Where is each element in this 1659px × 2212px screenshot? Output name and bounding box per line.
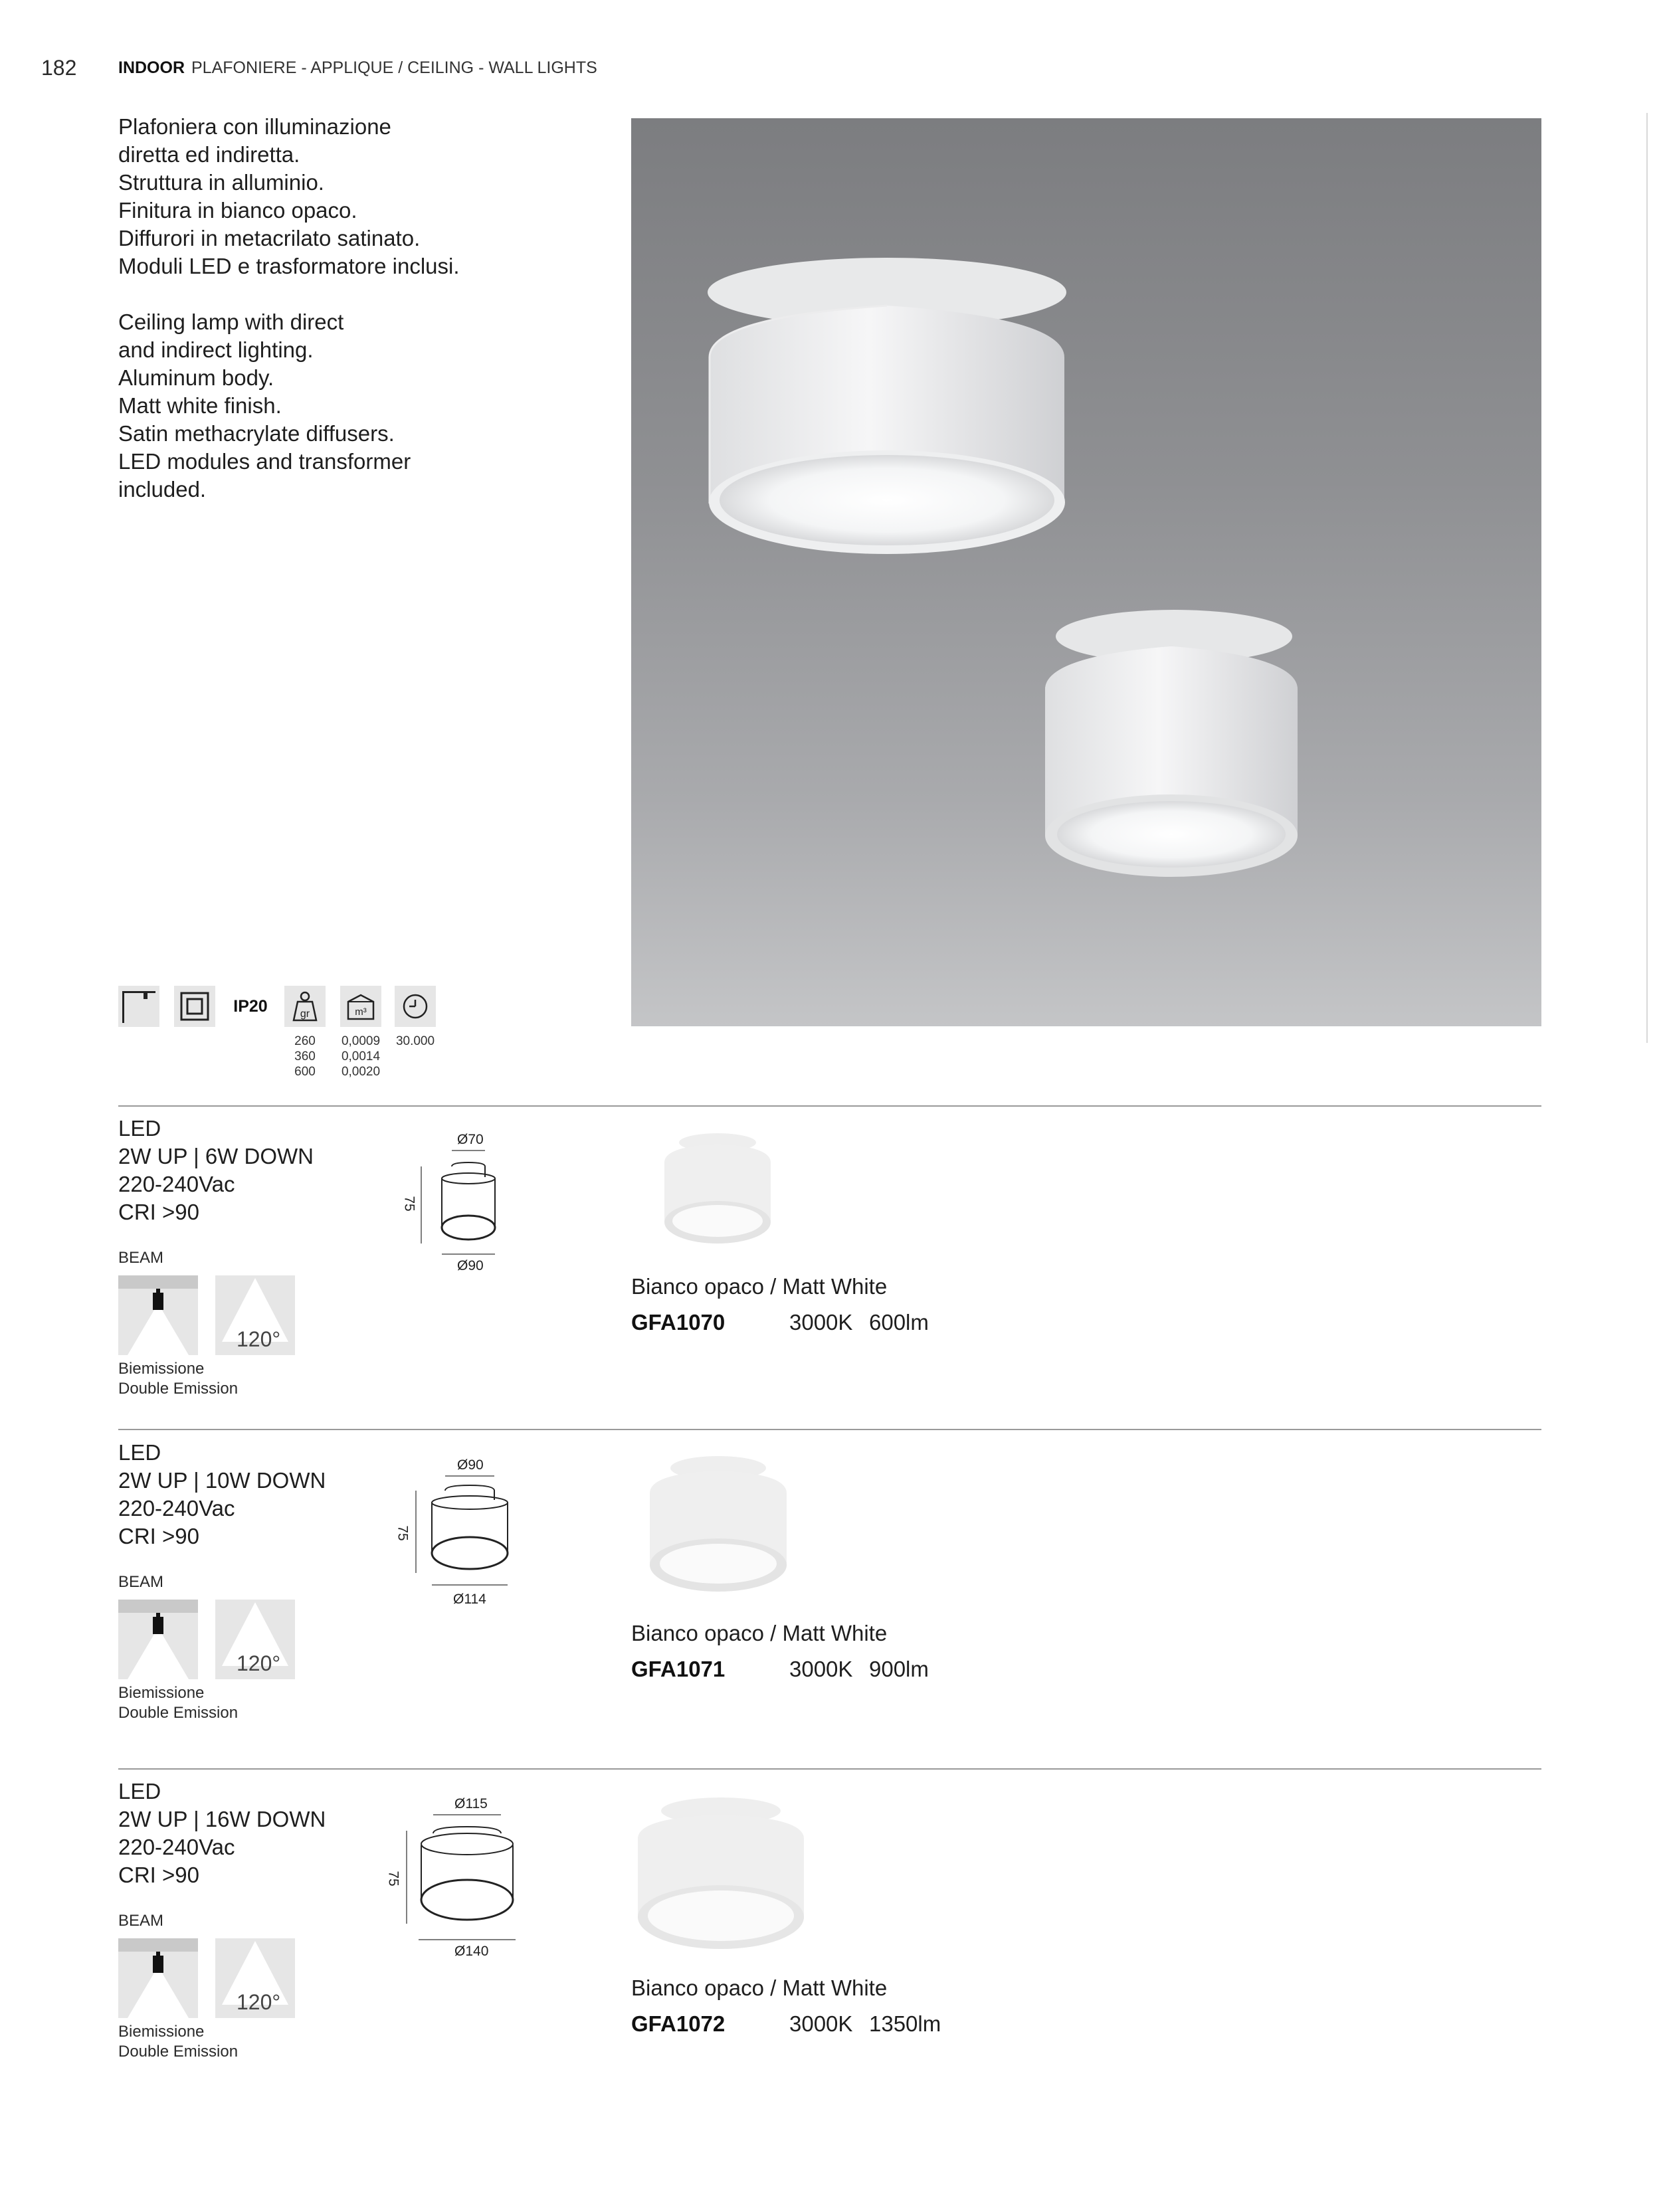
emission-en: Double Emission	[118, 1704, 239, 1722]
dim-height: 75	[395, 1525, 411, 1541]
spec-power: 2W UP | 10W DOWN	[118, 1468, 326, 1493]
desc-line: Aluminum body.	[118, 365, 274, 390]
section-title: INDOOR	[118, 58, 185, 77]
spec-type: LED	[118, 1440, 161, 1465]
dim-bottom: Ø140	[454, 1944, 489, 1959]
color-temperature: 3000K	[789, 1310, 853, 1335]
spec-power: 2W UP | 16W DOWN	[118, 1807, 326, 1831]
emission-it: Biemissione	[118, 2023, 205, 2041]
spec-cri: CRI >90	[118, 1524, 199, 1548]
volume-value: 0,0009	[341, 1034, 381, 1048]
color-temperature: 3000K	[789, 1657, 853, 1681]
beam-angle: 120°	[237, 1990, 281, 2014]
page-header	[118, 58, 597, 78]
finish-label: Bianco opaco / Matt White	[631, 1274, 888, 1299]
section-separator	[118, 1429, 1541, 1430]
beam-label: BEAM	[118, 1573, 164, 1591]
volume-value: 0,0020	[341, 1065, 381, 1079]
lifetime-hours: 30.000	[395, 1034, 435, 1048]
product-code: GFA1071	[631, 1657, 726, 1681]
ceiling-lamps-illustration	[631, 118, 1541, 1026]
dim-height: 75	[401, 1196, 417, 1212]
dim-top: Ø70	[457, 1132, 484, 1147]
spec-voltage: 220-240Vac	[118, 1172, 235, 1196]
dim-top: Ø115	[454, 1796, 488, 1811]
beam-angle-icon	[215, 1600, 295, 1679]
desc-line: included.	[118, 477, 207, 502]
spec-type: LED	[118, 1779, 161, 1803]
emission-label	[118, 2022, 238, 2062]
description-italian	[118, 113, 460, 280]
dim-bottom: Ø90	[457, 1258, 484, 1273]
section-separator	[118, 1105, 1541, 1107]
dim-height: 75	[385, 1871, 401, 1887]
emission-label	[118, 1683, 238, 1723]
desc-line: Matt white finish.	[118, 393, 282, 418]
beam-angle-icon	[215, 1938, 295, 2018]
desc-line: Plafoniera con illuminazione	[118, 114, 391, 139]
volume-values	[336, 1034, 385, 1079]
product-code: GFA1070	[631, 1310, 726, 1335]
spec-cri: CRI >90	[118, 1863, 199, 1887]
lifetime-value	[391, 1034, 440, 1049]
spec-type: LED	[118, 1116, 161, 1141]
dim-top: Ø90	[457, 1457, 484, 1473]
technical-drawing	[404, 1812, 530, 1945]
technical-drawing	[413, 1473, 526, 1593]
spec-voltage: 220-240Vac	[118, 1835, 235, 1859]
page-number: 182	[41, 56, 77, 80]
product-hero-photo	[631, 118, 1541, 1026]
volume-value: 0,0014	[341, 1050, 381, 1063]
weight-value: 360	[294, 1050, 316, 1063]
description-english	[118, 308, 411, 504]
desc-line: Struttura in alluminio.	[118, 170, 324, 195]
ceiling-mount-icon	[118, 986, 159, 1027]
lumen-output: 900lm	[869, 1657, 929, 1681]
product-specs	[118, 1439, 326, 1550]
finish-label: Bianco opaco / Matt White	[631, 1976, 888, 2000]
double-emission-icon	[118, 1938, 198, 2018]
category-title: PLAFONIERE - APPLIQUE / CEILING - WALL LIGHTS	[191, 58, 597, 77]
color-temperature: 3000K	[789, 2011, 853, 2036]
weight-value: 600	[294, 1065, 316, 1079]
section-separator	[118, 1768, 1541, 1770]
spec-power: 2W UP | 6W DOWN	[118, 1144, 314, 1168]
product-specs	[118, 1115, 314, 1226]
product-thumbnail	[642, 1447, 795, 1606]
technical-drawing	[419, 1148, 518, 1261]
lumen-output: 600lm	[869, 1310, 929, 1335]
svg-text:gr: gr	[300, 1008, 310, 1020]
ip-rating: IP20	[233, 997, 268, 1016]
weight-value: 260	[294, 1034, 316, 1048]
spec-cri: CRI >90	[118, 1200, 199, 1224]
beam-angle: 120°	[237, 1651, 281, 1675]
product-thumbnail	[658, 1123, 777, 1255]
desc-line: Moduli LED e trasformatore inclusi.	[118, 254, 460, 278]
beam-angle: 120°	[237, 1327, 281, 1351]
clock-icon	[395, 986, 436, 1027]
desc-line: and indirect lighting.	[118, 337, 314, 362]
spec-voltage: 220-240Vac	[118, 1496, 235, 1521]
weight-gr-icon	[284, 986, 326, 1027]
desc-line: LED modules and transformer	[118, 449, 411, 474]
product-code: GFA1072	[631, 2011, 726, 2036]
desc-line: Ceiling lamp with direct	[118, 310, 344, 334]
desc-line: Satin methacrylate diffusers.	[118, 421, 395, 446]
emission-label	[118, 1359, 238, 1399]
emission-en: Double Emission	[118, 2043, 239, 2061]
emission-it: Biemissione	[118, 1360, 205, 1378]
lumen-output: 1350lm	[869, 2011, 941, 2036]
desc-line: Diffurori in metacrilato satinato.	[118, 226, 421, 250]
product-specs	[118, 1778, 326, 1889]
dim-bottom: Ø114	[453, 1592, 486, 1607]
page-edge-line	[1646, 113, 1648, 1043]
weight-values	[284, 1034, 326, 1079]
finish-label: Bianco opaco / Matt White	[631, 1621, 888, 1645]
svg-text:m³: m³	[355, 1006, 367, 1018]
beam-label: BEAM	[118, 1249, 164, 1267]
product-thumbnail	[631, 1791, 811, 1964]
double-emission-icon	[118, 1600, 198, 1679]
beam-label: BEAM	[118, 1912, 164, 1930]
double-insulation-icon	[174, 986, 215, 1027]
emission-it: Biemissione	[118, 1684, 205, 1702]
double-emission-icon	[118, 1275, 198, 1355]
desc-line: Finitura in bianco opaco.	[118, 198, 357, 223]
volume-m3-icon	[340, 986, 381, 1027]
beam-angle-icon	[215, 1275, 295, 1355]
desc-line: diretta ed indiretta.	[118, 142, 300, 167]
emission-en: Double Emission	[118, 1380, 239, 1398]
